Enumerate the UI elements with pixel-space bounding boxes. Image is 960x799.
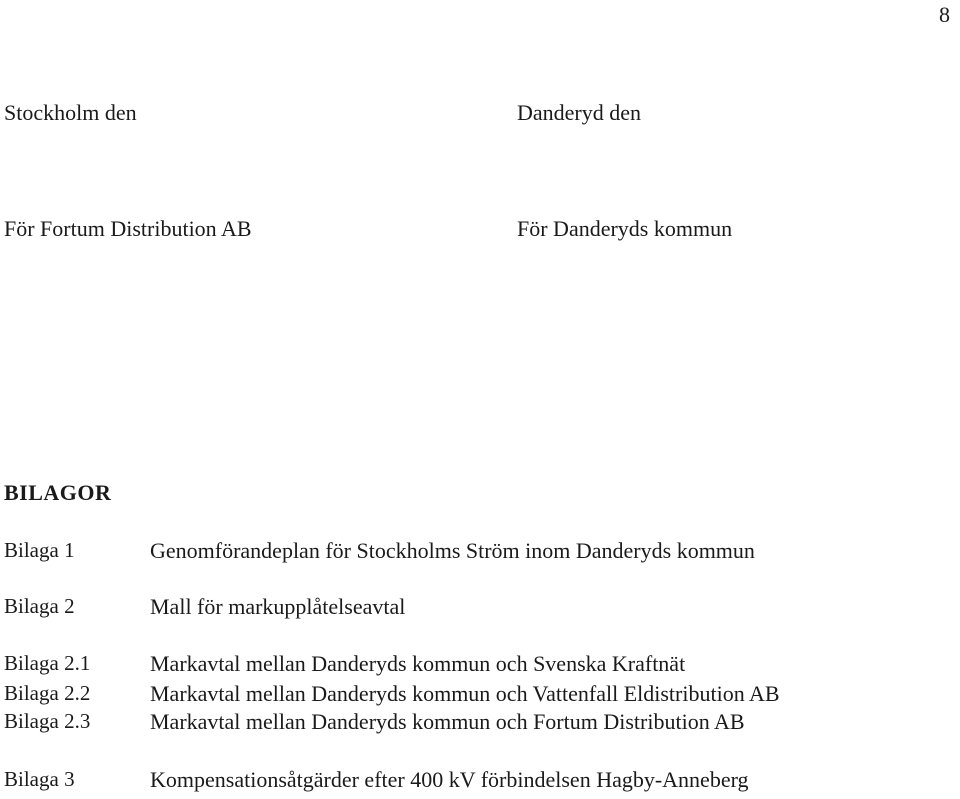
page-number: 8 [939,2,950,27]
left-signature-party: För Fortum Distribution AB [4,216,252,241]
bilaga-ref: Bilaga 1 [4,538,75,562]
left-signature-place: Stockholm den [4,100,137,125]
right-signature-place: Danderyd den [517,100,642,125]
bilaga-description: Kompensationsåtgärder efter 400 kV förbindelsen Hagby-Anneberg [150,767,749,792]
bilaga-description: Mall för markupplåtelseavtal [150,594,406,619]
right-signature-party: För Danderyds kommun [517,216,733,241]
bilaga-ref: Bilaga 2.1 [4,651,91,675]
bilaga-description: Markavtal mellan Danderyds kommun och Vattenfall Eldistribution AB [150,681,780,706]
bilagor-heading: BILAGOR [4,480,112,505]
bilaga-ref: Bilaga 2.2 [4,681,91,705]
bilaga-description: Markavtal mellan Danderyds kommun och Fortum Distribution AB [150,709,745,734]
bilaga-description: Markavtal mellan Danderyds kommun och Svenska Kraftnät [150,651,686,676]
bilaga-ref: Bilaga 3 [4,767,75,791]
bilaga-ref: Bilaga 2.3 [4,709,91,733]
bilaga-ref: Bilaga 2 [4,594,75,618]
bilaga-description: Genomförandeplan för Stockholms Ström inom Danderyds kommun [150,538,755,563]
